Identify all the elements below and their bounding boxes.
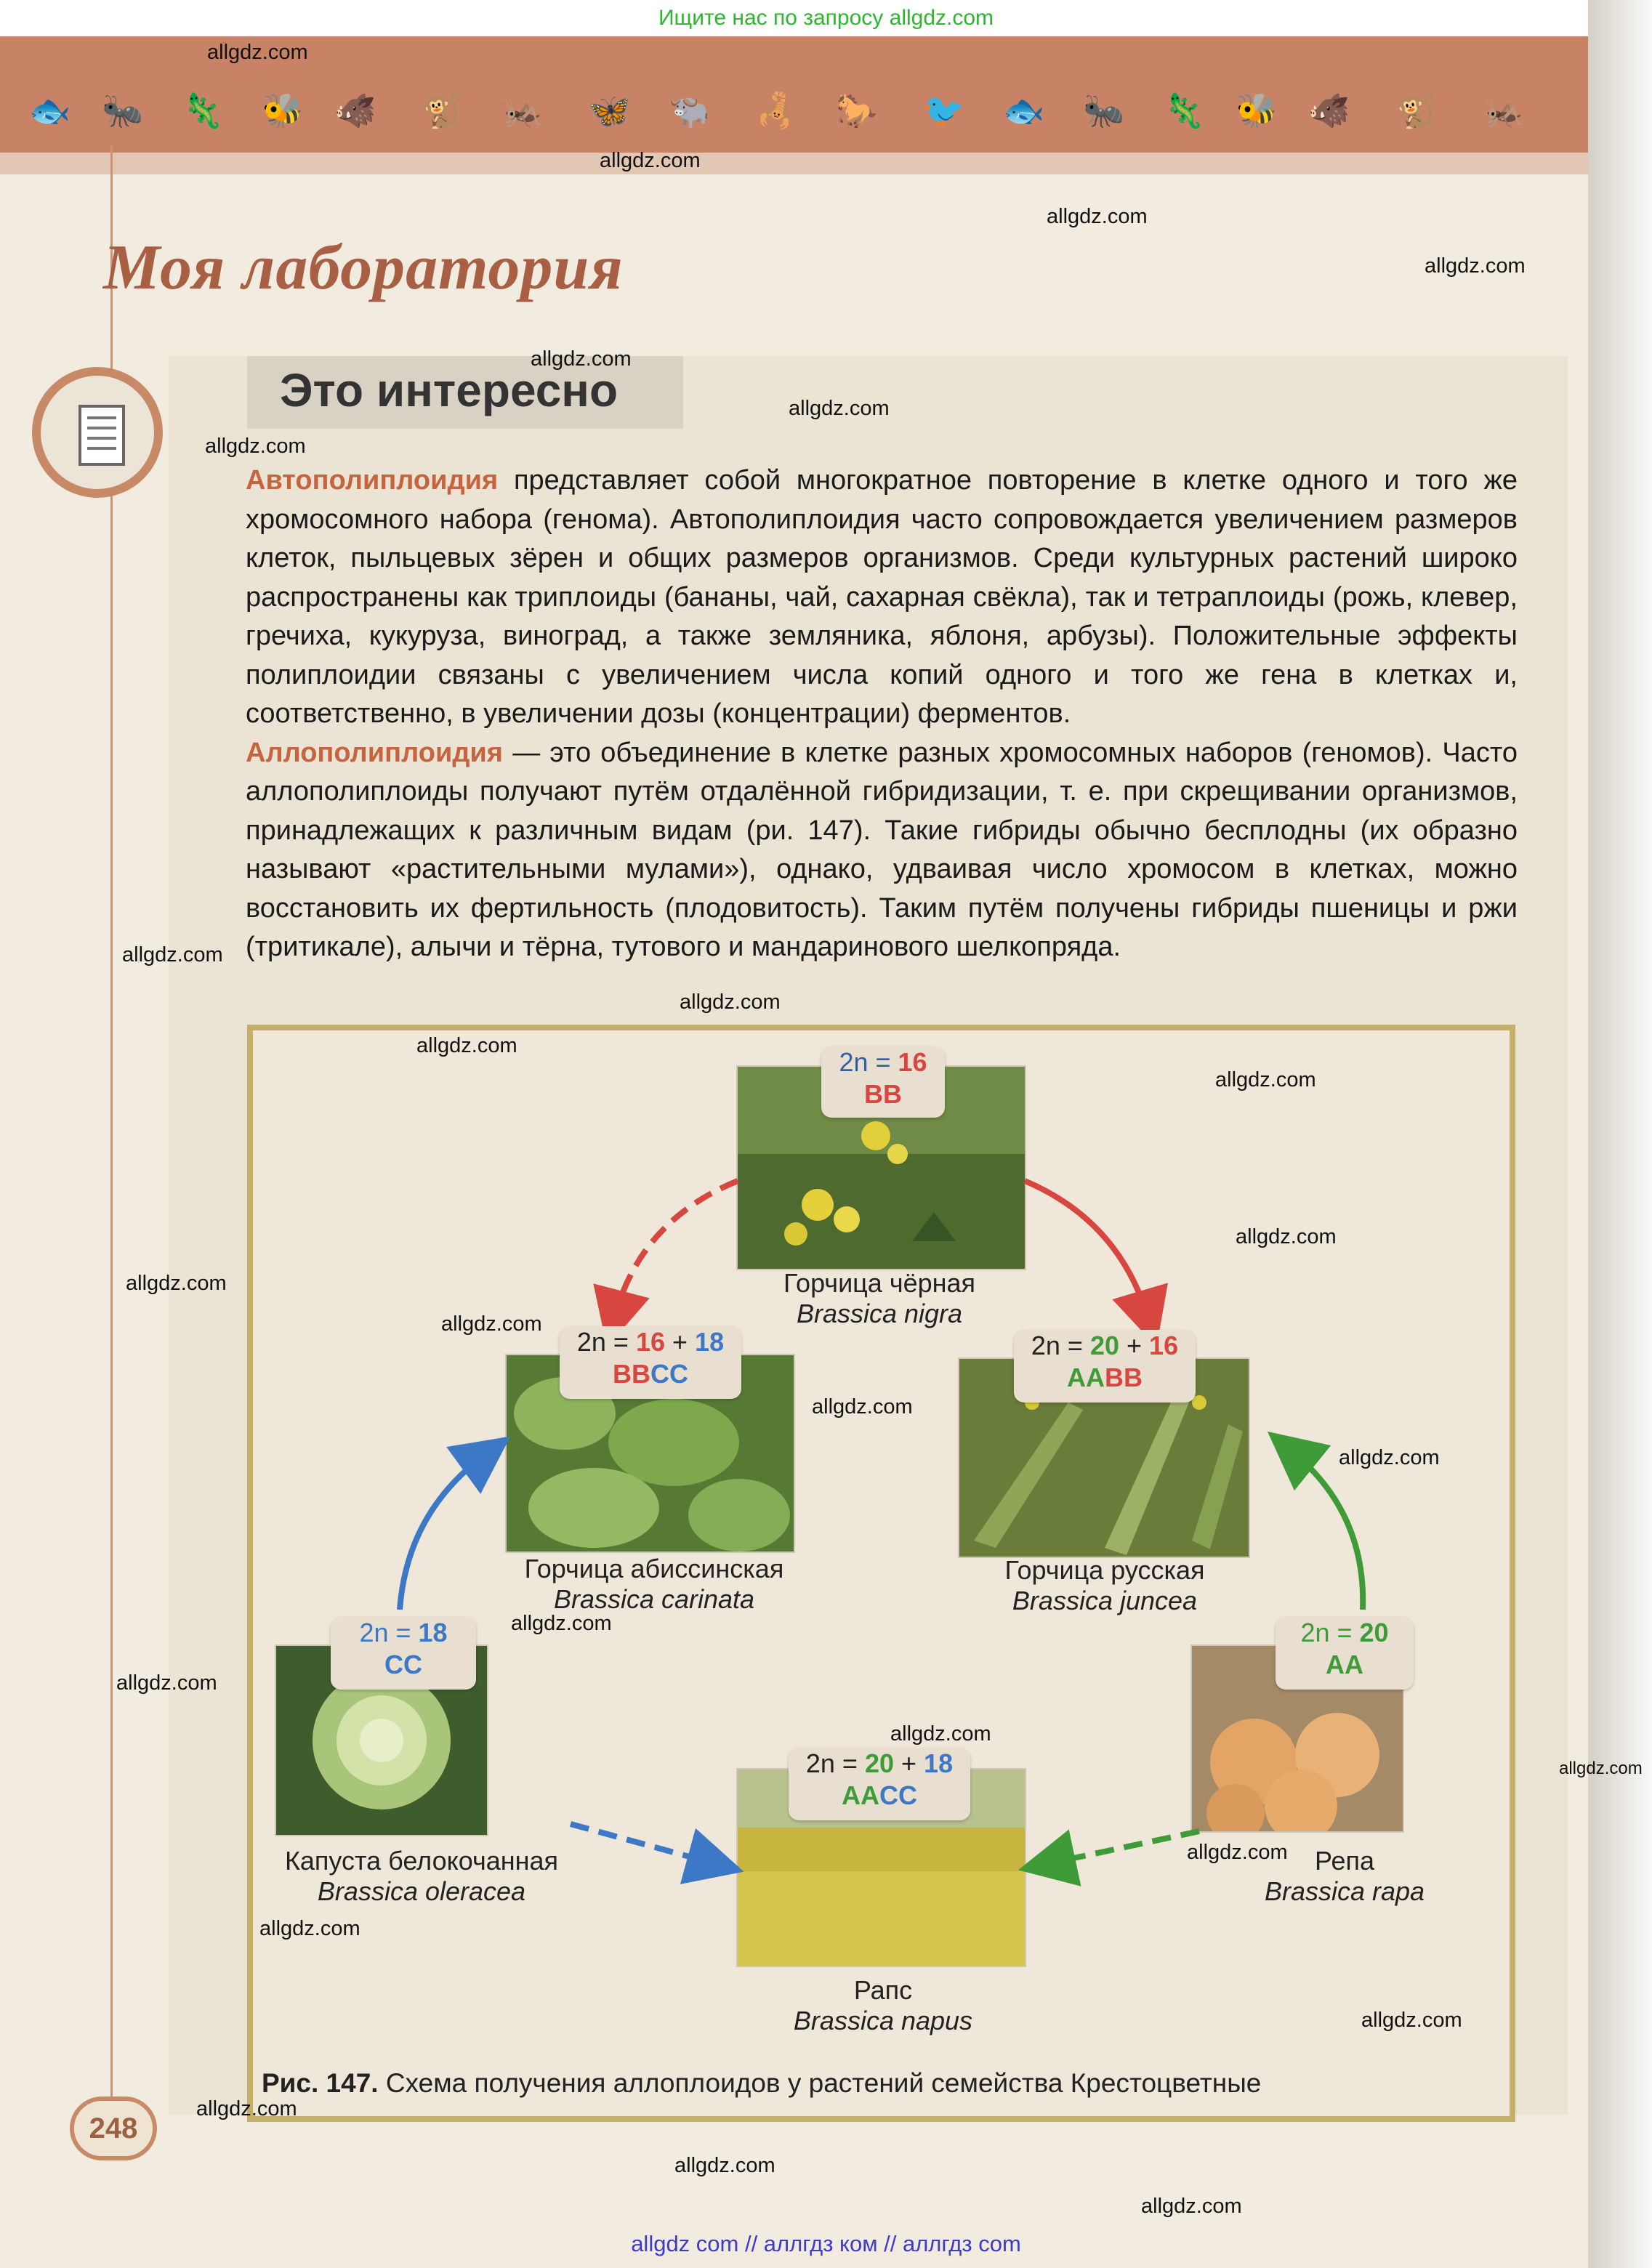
watermark: allgdz.com (416, 1034, 517, 1057)
animal-silhouette-icon: 🐗 (1308, 92, 1350, 129)
watermark: allgdz.com (1187, 1841, 1288, 1864)
footer-links: allgdz com // аллгдз ком // аллгдз com (631, 2231, 1021, 2256)
animal-silhouette-icon: 🐒 (422, 92, 464, 129)
figure-caption: Рис. 147. Схема получения аллоплоидов у растений семейства Крестоцветные (262, 2068, 1262, 2098)
animal-silhouette-icon: 🦗 (1483, 92, 1525, 129)
watermark: allgdz.com (674, 2154, 775, 2177)
watermark: allgdz.com (1425, 254, 1526, 278)
name-oleracea: Капуста белокочанная Brassica oleracea (284, 1846, 559, 1906)
animal-silhouette-icon: 🐝 (1236, 92, 1278, 129)
name-napus: Рапс Brassica napus (793, 1975, 973, 2035)
section-subtitle: Это интересно (280, 364, 619, 416)
animal-silhouette-icon: 🐜 (102, 92, 144, 129)
animal-silhouette-icon: 🦗 (501, 92, 544, 129)
watermark: allgdz.com (1236, 1225, 1337, 1248)
watermark: allgdz.com (259, 1917, 360, 1940)
watermark: allgdz.com (1215, 1068, 1316, 1091)
paragraph-text: представляет собой многократное повторение в клетке одного и того же хромосомного набора (генома). Автополиплоидия часто сопровождается увеличением размеров клеток, пыльцевых зёрен и общих размеров организмов. Среди культурных растений широко распространены как триплоиды (бананы, чай, сахарная свёкла), так и тетраплоиды (рожь, клевер, гречиха, кукуруза, виноград, а также земляника, яблоня, арбузы). Положительные эффекты полиплоидии связаны с увеличением числа копий одного и того же гена в клетках и, соответственно, в увеличении дозы (концентрации) ферментов. (246, 465, 1518, 729)
watermark: allgdz.com (1339, 1446, 1440, 1469)
page-title: Моя лаборатория (103, 233, 624, 303)
watermark: allgdz.com (207, 41, 308, 64)
watermark: allgdz.com (126, 1272, 227, 1295)
animal-silhouette-icon: 🦂 (756, 92, 798, 129)
top-notice: Ищите нас по запросу allgdz.com (0, 0, 1652, 36)
animal-silhouette-icon: 🦋 (589, 92, 631, 129)
animal-silhouette-icon: 🐎 (836, 92, 878, 129)
name-nigra: Горчица чёрная Brassica nigra (783, 1268, 976, 1328)
animal-silhouette-icon: 🐦 (923, 92, 965, 129)
animal-silhouette-icon: 🐜 (1083, 92, 1125, 129)
label-oleracea: 2n = 18 CC (331, 1617, 476, 1690)
name-carinata: Горчица абиссинская Brassica carinata (524, 1554, 784, 1614)
animal-silhouette-icon: 🐝 (262, 92, 304, 129)
animal-silhouette-icon: 🐃 (669, 92, 711, 129)
watermark: allgdz.com (890, 1722, 991, 1746)
animal-silhouette-icon: 🦎 (182, 92, 224, 129)
label-rapa: 2n = 20 AA (1276, 1617, 1414, 1690)
watermark: allgdz.com (1361, 2009, 1462, 2032)
watermark: allgdz.com (122, 943, 223, 966)
watermark: allgdz.com (1047, 205, 1148, 228)
watermark: allgdz.com (789, 397, 890, 420)
watermark: allgdz.com (1559, 1759, 1643, 1778)
watermark: allgdz.com (531, 347, 632, 371)
watermark: allgdz.com (205, 435, 306, 458)
term-allopolyploidy: Аллополиплоидия (246, 737, 503, 768)
label-napus: 2n = 20 + 18 AACC (789, 1748, 970, 1820)
watermark: allgdz.com (680, 990, 781, 1014)
watermark: allgdz.com (1141, 2195, 1242, 2218)
animal-silhouette-icon: 🐟 (29, 92, 71, 129)
animal-silhouette-icon: 🐗 (334, 92, 376, 129)
watermark: allgdz.com (600, 149, 701, 172)
page-number: 248 (70, 2097, 157, 2160)
watermark: allgdz.com (196, 2097, 297, 2120)
label-juncea: 2n = 20 + 16 AABB (1014, 1330, 1196, 1403)
label-nigra: 2n = 16 BB (821, 1046, 945, 1118)
animal-silhouette-icon: 🦎 (1163, 92, 1205, 129)
name-juncea: Горчица русская Brassica juncea (1004, 1555, 1205, 1615)
name-rapa: Репа Brassica rapa (1264, 1846, 1425, 1906)
watermark: allgdz.com (812, 1395, 913, 1418)
paragraph-text: — это объединение в клетке разных хромосомных наборов (геномов). Часто аллополиплоиды получают путём отдалённой гибридизации, т. е. при скрещивании организмов, принадлежащих к различным видам (ри. 147). Такие гибриды обычно бесплодны (их образно называют «растительными мулами»), однако, удваивая число хромосом в клетках, можно восстановить их фертильность (плодовитость). Таким путём получены гибриды пшеницы и ржи (тритикале), алычи и тёрна, тутового и мандаринового шелкопряда. (246, 737, 1518, 962)
watermark: allgdz.com (116, 1671, 217, 1695)
animal-silhouette-icon: 🐒 (1395, 92, 1438, 129)
animal-silhouette-icon: 🐟 (1003, 92, 1045, 129)
label-carinata: 2n = 16 + 18 BBCC (560, 1326, 741, 1399)
watermark: allgdz.com (441, 1312, 542, 1336)
term-autopolyploidy: Автополиплоидия (246, 465, 499, 496)
watermark: allgdz.com (511, 1612, 612, 1635)
